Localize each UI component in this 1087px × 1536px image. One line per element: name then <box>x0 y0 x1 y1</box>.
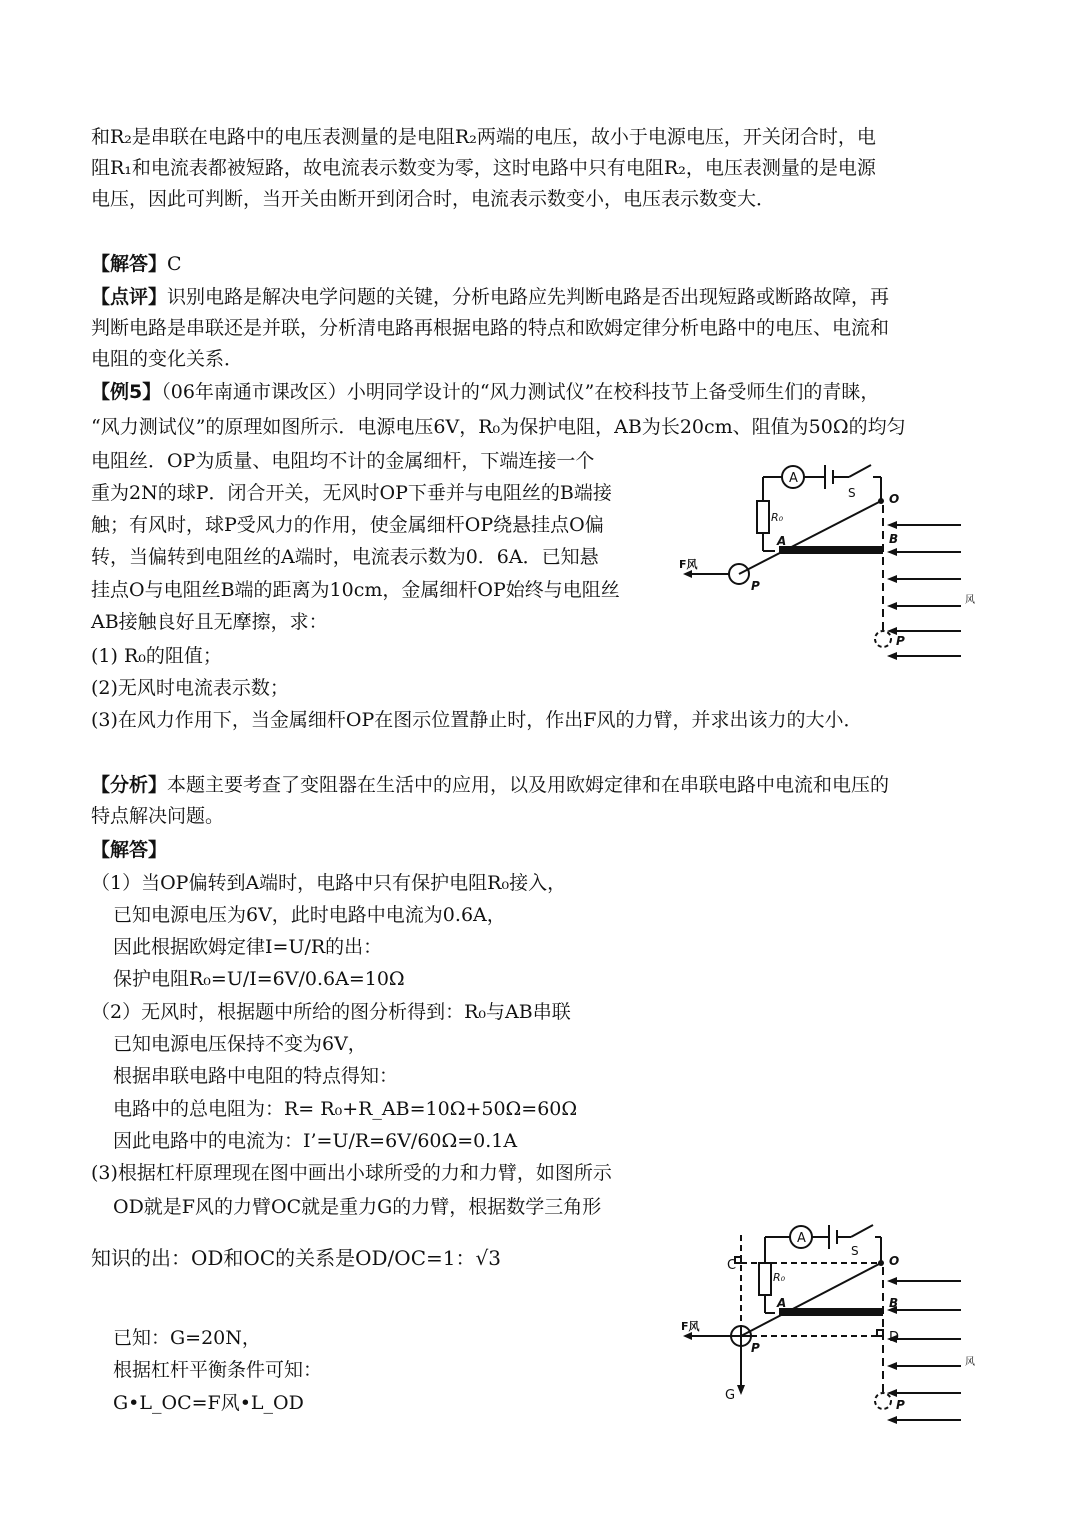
point-d-label: D <box>889 1330 900 1345</box>
wind-meter-figure-2 <box>675 1215 995 1443</box>
solution-step-7: 根据串联电路中电阻的特点得知： <box>113 1065 399 1087</box>
example5-line-5: 触；有风时，球P受风力的作用，使金属细杆OP绕悬挂点O偏 <box>91 514 604 536</box>
analysis-line-2: 特点解决问题。 <box>91 805 225 827</box>
analysis-line-1 <box>91 772 889 798</box>
ball-p-rest <box>875 1393 891 1409</box>
pivot-label: O <box>889 492 900 506</box>
metal-rod-op <box>739 501 881 574</box>
force-label: F风 <box>679 558 698 571</box>
solution-step-6: 已知电源电压保持不变为6V， <box>113 1033 367 1055</box>
example5-line-7: 挂点O与电阻丝B端的距离为10cm，金属细杆OP始终与电阻丝 <box>91 579 620 601</box>
metal-rod-op <box>741 1263 881 1336</box>
wind-meter-figure-1 <box>675 453 995 681</box>
switch-label: S <box>848 486 856 500</box>
resistor-label: R₀ <box>771 511 784 524</box>
answer-line <box>91 251 182 277</box>
solution-step-8: 电路中的总电阻为：R= R₀+R_AB=10Ω+50Ω=60Ω <box>113 1098 578 1120</box>
analysis-label: 【分析】 <box>91 774 168 796</box>
switch-label: S <box>851 1244 859 1258</box>
review-text-1: 识别电路是解决电学问题的关键，分析电路应先判断电路是否出现短路或断路故障，再 <box>167 286 890 308</box>
example5-line-2: “风力测试仪”的原理如图所示．电源电压6V，R₀为保护电阻，AB为长20cm、阻值为50Ω的均匀 <box>91 416 906 438</box>
solution-step-1: （1）当OP偏转到A端时，电路中只有保护电阻R₀接入， <box>91 872 567 894</box>
example5-line-4: 重为2N的球P．闭合开关，无风时OP下垂并与电阻丝的B端接 <box>91 482 612 504</box>
solution-step-4: 保护电阻R₀=U/I=6V/0.6A=10Ω <box>113 968 405 990</box>
ammeter-label: A <box>797 1231 806 1246</box>
ammeter-label: A <box>789 471 798 486</box>
solution-step-13: 已知：G=20N， <box>113 1327 261 1349</box>
ball-p-rest <box>875 631 891 647</box>
pivot-label: O <box>889 1254 900 1268</box>
solution-step-11: OD就是F风的力臂OC就是重力G的力臂，根据数学三角形 <box>113 1196 602 1218</box>
wind-label: 风 <box>965 1357 975 1368</box>
example5-text-1: （06年南通市课改区）小明同学设计的“风力测试仪”在校科技节上备受师生们的青睐， <box>161 381 880 403</box>
text-line-2: 阻R₁和电流表都被短路，故电流表示数变为零，这时电路中只有电阻R₂，电压表测量的是电源 <box>91 157 876 179</box>
review-label: 【点评】 <box>91 286 168 308</box>
end-b-label: B <box>889 532 899 546</box>
switch-blade <box>849 465 871 477</box>
solution-label: 【解答】 <box>91 839 168 861</box>
review-line-3: 电阻的变化关系． <box>91 348 244 370</box>
end-a-label: A <box>777 1296 787 1310</box>
ball-label: P <box>751 579 760 593</box>
solution-step-15: G•L_OC=F风•L_OD <box>113 1392 304 1414</box>
question-3: (3)在风力作用下，当金属细杆OP在图示位置静止时，作出F风的力臂，并求出该力的大小． <box>91 709 863 731</box>
resistor-r0 <box>757 501 769 533</box>
analysis-text-1: 本题主要考查了变阻器在生活中的应用，以及用欧姆定律和在串联电路中电流和电压的 <box>167 774 890 796</box>
review-line-1 <box>91 284 889 310</box>
solution-step-9: 因此电路中的电流为：I’=U/R=6V/60Ω=0.1A <box>113 1130 518 1152</box>
example5-line-8: AB接触良好且无摩擦，求： <box>91 611 328 633</box>
example5-line-1 <box>91 379 879 405</box>
ball-label: P <box>751 1341 760 1355</box>
ball-rest-label: P <box>896 1398 905 1412</box>
wind-label: 风 <box>965 595 975 606</box>
resistor-r0 <box>759 1263 771 1295</box>
solution-step-5: （2）无风时，根据题中所给的图分析得到：R₀与AB串联 <box>91 1001 571 1023</box>
question-2: (2)无风时电流表示数； <box>91 677 289 699</box>
resistor-label: R₀ <box>773 1271 786 1284</box>
answer-label: 【解答】 <box>91 253 168 275</box>
example5-label: 【例5】 <box>91 381 162 403</box>
end-a-label: A <box>777 534 787 548</box>
question-1: (1) R₀的阻值； <box>91 645 222 667</box>
ball-rest-label: P <box>896 634 905 648</box>
gravity-label: G <box>725 1388 736 1403</box>
right-angle-mark-d <box>877 1330 883 1336</box>
text-line-1: 和R₂是串联在电路中的电压表测量的是电阻R₂两端的电压，故小于电源电压，开关闭合时，电 <box>91 126 876 148</box>
force-label: F风 <box>681 1320 700 1333</box>
example5-line-6: 转，当偏转到电阻丝的A端时，电流表示数为0．6A．已知悬 <box>91 546 599 568</box>
resistance-wire-ab <box>779 546 883 554</box>
solution-step-14: 根据杠杆平衡条件可知： <box>113 1359 323 1381</box>
solution-step-2: 已知电源电压为6V，此时电路中电流为0.6A， <box>113 904 506 926</box>
example5-line-3: 电阻丝．OP为质量、电阻均不计的金属细杆，下端连接一个 <box>91 450 595 472</box>
end-b-label: B <box>889 1296 899 1310</box>
resistance-wire-ab <box>779 1308 883 1316</box>
solution-step-3: 因此根据欧姆定律I=U/R的出： <box>113 936 383 958</box>
solution-step-12: 知识的出：OD和OC的关系是OD/OC=1：√3 <box>91 1246 501 1270</box>
point-c-label: C <box>727 1258 737 1273</box>
review-line-2: 判断电路是串联还是并联，分析清电路再根据电路的特点和欧姆定律分析电路中的电压、电流和 <box>91 317 890 339</box>
solution-step-10: (3)根据杠杆原理现在图中画出小球所受的力和力臂，如图所示 <box>91 1162 612 1184</box>
answer-value: C <box>167 253 182 275</box>
switch-blade <box>851 1225 873 1237</box>
text-line-3: 电压，因此可判断，当开关由断开到闭合时，电流表示数变小，电压表示数变大． <box>91 188 776 210</box>
